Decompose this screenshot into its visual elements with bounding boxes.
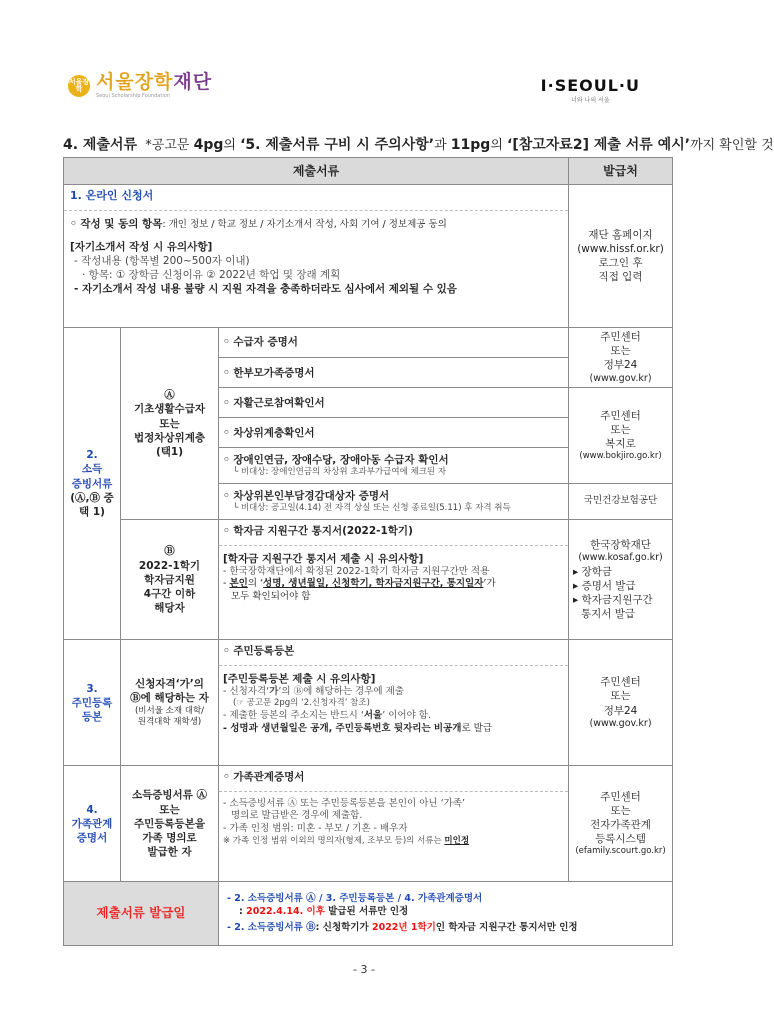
rn3b: 서울: [363, 709, 383, 721]
iss-f-5: (efamily.scourt.go.kr): [575, 846, 666, 857]
org-name-en: Seoul Scholarship Foundation: [96, 93, 170, 99]
resident-mid-2: Ⓑ에 해당하는 자: [130, 692, 209, 705]
tuition-note-2: [223, 578, 564, 591]
row-family-relation: [64, 766, 673, 882]
iss-b-2: 또는: [610, 424, 631, 436]
doc-disability-cell: [219, 448, 569, 484]
family-doc-cell: [219, 766, 569, 882]
note-e: 과: [434, 138, 451, 153]
seal-text: 서울장학: [68, 77, 90, 93]
income-label-c: 증빙서류: [71, 477, 113, 490]
resident-mid-4: 원격대학 재학생): [137, 717, 202, 727]
note-i: 까지 확인할 것: [690, 138, 774, 153]
row-income-a-1: [64, 328, 673, 358]
iss-b-4: (www.bokjiro.go.kr): [579, 451, 662, 462]
iss-a-1: 주민센터: [600, 331, 641, 343]
resident-notes-title: [주민등록등본 제출 시 유의사항]: [223, 672, 376, 685]
tn2d: 성명, 생년월일, 신청학기, 학자금지원구간, 통지일자: [263, 578, 484, 590]
family-mid: [121, 766, 219, 882]
doc-tuition-cell: [219, 520, 569, 640]
il3b: : 신청학기가: [315, 921, 372, 933]
iss-d-1: 한국장학재단: [590, 538, 651, 551]
doc-copay-cell: [219, 484, 569, 520]
issuer-gov24: [569, 328, 673, 388]
income-label-d: (Ⓐ,Ⓑ 중: [70, 491, 114, 504]
iss-d-6: 통지서 발급: [581, 608, 636, 621]
tn2a: -: [223, 578, 230, 590]
fn4a: ※ 가족 인정 범위 이외의 명의자(형제, 조부모 등)의 서류는: [223, 835, 445, 846]
income-docs-label: [64, 328, 121, 640]
issue-line-1: - 2. 소득증빙서류 Ⓐ / 3. 주민등록등본 / 4. 가족관계증명서: [227, 893, 483, 905]
income-label-b: 소득: [81, 463, 103, 476]
a-mark: Ⓐ: [164, 389, 175, 402]
seoul-logo-sub: 너와 나의 서울: [571, 97, 610, 104]
issuer-online-3: 로그인 후: [598, 257, 643, 269]
tn2e: ’가: [483, 578, 496, 590]
iss-f-4: 등록시스템: [595, 833, 646, 846]
issuer-online-4: 직접 입력: [598, 271, 643, 284]
family-mid-3: 주민등록등본을: [133, 817, 205, 830]
resident-note-4: [223, 723, 564, 736]
il2c: 발급된 서류만 인정: [324, 905, 409, 917]
a-line-2: 또는: [159, 417, 180, 430]
issue-line-3: [227, 922, 664, 935]
il3a: - 2. 소득증빙서류 Ⓑ: [227, 921, 316, 933]
tuition-note-1: - 한국장학재단에서 확정된 2022-1학기 학자금 지원구간만 적용: [223, 565, 490, 577]
iss-d-4: ▸ 증명서 발급: [573, 580, 636, 593]
issuer-nhis: 국민건강보험공단: [569, 484, 673, 520]
doc-disability: ◦ 장애인연금, 장애수당, 장애아동 수급자 확인서: [223, 454, 449, 466]
foundation-logo: [68, 72, 212, 99]
doc-self-support: ◦ 자활근로참여확인서: [219, 388, 569, 418]
documents-table: [63, 157, 673, 946]
iss-d-2: (www.kosaf.go.kr): [578, 552, 663, 564]
row-resident-register: [64, 640, 673, 766]
rn3a: - 제출한 등본의 주소지는 반드시 ‘: [223, 709, 364, 721]
doc-single-parent: ◦ 한부모가족증명서: [219, 358, 569, 388]
note-d: ‘5. 제출서류 구비 시 주의사항’: [240, 137, 435, 153]
family-note-1: - 소득증빙서류 Ⓐ 또는 주민등록등본을 본인이 아닌 ‘가족’: [223, 797, 466, 809]
resident-mid-3: (비서울 소재 대학/: [134, 705, 205, 716]
online-application-cell: [64, 185, 569, 328]
issue-date-label: 제출서류 발급일: [64, 882, 219, 946]
issuer-bokjiro: [569, 388, 673, 484]
note-g: 의: [490, 138, 508, 153]
item-line: [70, 217, 562, 232]
il3d: 인 학자금 지원구간 통지서만 인정: [435, 921, 578, 933]
family-doc: ◦ 가족관계증명서: [223, 771, 305, 784]
b-line-4: 해당자: [154, 602, 185, 615]
page-number: - 3 -: [353, 963, 375, 976]
row-issue-date: [64, 882, 673, 946]
a-line-1: 기초생활수급자: [133, 403, 205, 416]
org-name-b: 재단: [173, 71, 213, 93]
note-b: 4pg: [193, 137, 224, 153]
income-b-label: [121, 520, 219, 640]
issuer-online-1: 재단 홈페이지: [588, 228, 653, 241]
cover-letter-notes-title: [자기소개서 작성 시 유의사항]: [70, 240, 213, 253]
resident-note-3: [223, 710, 564, 723]
section-number: 4. 제출서류: [63, 137, 138, 153]
seal-icon: [68, 75, 90, 97]
note-f: 11pg: [450, 137, 491, 153]
section-title: [63, 134, 774, 154]
a-line-3: 법정차상위계층: [133, 431, 205, 444]
header-documents: 제출서류: [64, 158, 569, 185]
family-label-a: 4.: [86, 803, 98, 816]
iss-a-4: (www.gov.kr): [589, 372, 652, 384]
fn4b: 미인정: [444, 835, 470, 846]
a-line-4: (택1): [155, 445, 184, 458]
iss-r-1: 주민센터: [600, 676, 641, 689]
resident-mid-1: 신청자격‘가’의: [135, 678, 204, 691]
issue-line-2: [227, 906, 664, 919]
resident-note-2: (☞ 공고문 2pg의 ‘2.신청자격’ 참조): [233, 698, 370, 709]
seoul-logo: [541, 76, 640, 104]
family-note-3: - 가족 인정 범위: 미혼 - 부모 / 기혼 - 배우자: [223, 823, 408, 835]
rn1b: 가: [269, 685, 279, 697]
il3c: 2022년 1학기: [371, 921, 436, 933]
il2a: :: [239, 905, 247, 917]
iss-a-3: 정부24: [603, 359, 638, 372]
org-name-a: 서울장학: [96, 71, 174, 93]
resident-label-a: 3.: [86, 682, 98, 695]
note-2: · 항목: ① 장학금 신청이유 ② 2022년 학업 및 장래 계획: [82, 269, 341, 281]
doc-tuition: ◦ 학자금 지원구간 통지서(2022-1학기): [223, 525, 413, 538]
family-mid-2: 또는: [159, 803, 180, 816]
note-a: *공고문: [145, 138, 194, 153]
income-label-e: 택 1): [79, 505, 105, 518]
resident-label-c: 등본: [81, 710, 103, 723]
rn4a: - 성명과 생년월일은 공개, 주민등록번호 뒷자리는 비공개: [223, 722, 462, 734]
iss-a-2: 또는: [610, 345, 631, 358]
resident-doc-cell: [219, 640, 569, 766]
note-1: - 작성내용 (항목별 200~500자 이내): [74, 254, 250, 267]
rn1c: ’의 Ⓑ에 해당하는 경우에 제출: [278, 685, 404, 697]
org-name: [96, 72, 212, 92]
rn3c: ’ 이어야 함.: [382, 709, 432, 721]
resident-note-1: [223, 686, 564, 699]
iss-r-4: (www.gov.kr): [589, 717, 652, 729]
iss-d-3: ▸ 장학금: [573, 565, 613, 578]
family-mid-5: 발급한 자: [147, 846, 192, 859]
b-line-3: 4구간 이하: [143, 587, 196, 600]
issue-date-cell: [219, 882, 673, 946]
iss-f-3: 전자가족관계: [590, 819, 651, 832]
family-label-b: 가족관계: [71, 817, 113, 830]
family-note-2: 명의로 발급받은 경우에 제출함.: [231, 810, 363, 822]
table-header-row: [64, 158, 673, 185]
issuer-kosaf: [569, 520, 673, 640]
iss-d-5: ▸ 학자금지원구간: [573, 594, 653, 607]
income-label-a: 2.: [86, 449, 98, 462]
iss-b-3: 복지로: [605, 438, 636, 451]
iss-r-2: 또는: [610, 690, 631, 703]
family-mid-1: 소득증빙서류 Ⓐ: [131, 789, 207, 802]
resident-doc: ◦ 주민등록등본: [223, 645, 295, 658]
tuition-notes-title: [학자금 지원구간 통지서 제출 시 유의사항]: [223, 552, 424, 565]
rn1a: - 신청자격‘: [223, 685, 270, 697]
issuer-efamily: [569, 766, 673, 882]
row-online-application: [64, 185, 673, 328]
iss-b-1: 주민센터: [600, 409, 641, 422]
note-3: - 자기소개서 작성 내용 불량 시 지원 자격을 충족하더라도 심사에서 제외될 수 있음: [74, 283, 457, 296]
doc-near-poverty: ◦ 차상위계층확인서: [219, 418, 569, 448]
item-text: : 개인 정보 / 학교 정보 / 자기소개서 작성, 사회 기여 / 정보제공 동의: [162, 218, 447, 230]
doc-recipient-cert: ◦ 수급자 증명서: [219, 328, 569, 358]
issuer-resident: [569, 640, 673, 766]
iss-f-1: 주민센터: [600, 790, 641, 803]
header-issuer: 발급처: [569, 158, 673, 185]
seoul-logo-text: I·SEOUL·U: [540, 76, 640, 95]
online-application-title: 1. 온라인 신청서: [70, 189, 154, 202]
income-a-label: [121, 328, 219, 520]
note-c: 의: [223, 138, 241, 153]
b-line-1: 2022-1학기: [138, 559, 201, 572]
doc-copay-note: └ 비대상: 공고일(4.14) 전 자격 상실 또는 신청 종료일(5.11) 후 자격 취득: [233, 503, 511, 514]
note-h: ‘[참고자료2] 제출 서류 예시’: [507, 137, 691, 153]
resident-mid: [121, 640, 219, 766]
rn4b: 로 발급: [461, 722, 493, 734]
issuer-online: [569, 185, 673, 328]
tuition-note-3: 모두 확인되어야 함: [231, 591, 311, 603]
doc-copay: ◦ 차상위본인부담경감대상자 증명서: [223, 490, 390, 502]
issuer-online-2: (www.hissf.or.kr): [577, 242, 664, 255]
il2b: 2022.4.14. 이후: [246, 905, 325, 917]
family-label: [64, 766, 121, 882]
family-note-4: [223, 836, 564, 847]
resident-label: [64, 640, 121, 766]
family-label-c: 증명서: [76, 831, 108, 844]
b-mark: Ⓑ: [164, 545, 175, 558]
iss-r-3: 정부24: [603, 704, 638, 717]
doc-disability-note: └ 비대상: 장애인연금의 차상위 초과부가급여에 체크된 자: [233, 467, 447, 478]
family-mid-4: 가족 명의로: [142, 831, 197, 844]
item-label: ◦ 작성 및 동의 항목: [70, 217, 163, 230]
b-line-2: 학자금지원: [144, 573, 195, 586]
tn2c: 의 ‘: [247, 578, 264, 590]
iss-f-2: 또는: [610, 804, 631, 817]
row-income-b: [64, 520, 673, 640]
resident-label-b: 주민등록: [71, 696, 113, 709]
tn2b: 본인: [229, 578, 248, 590]
